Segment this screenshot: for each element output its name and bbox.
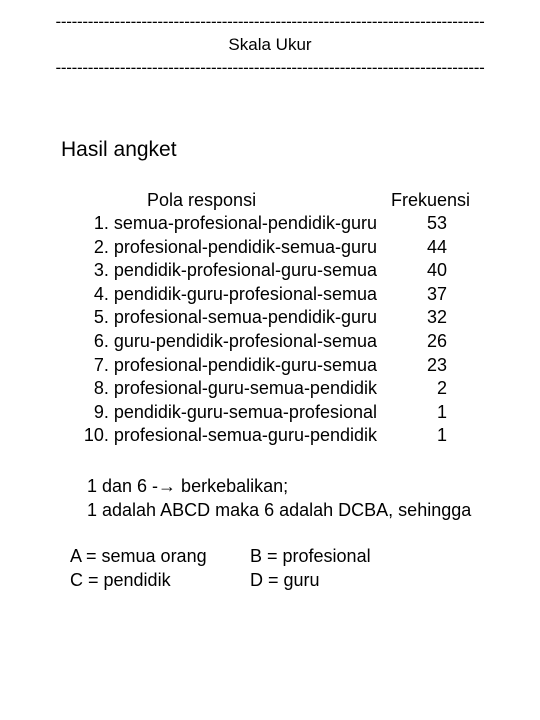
table-row [0,401,540,425]
bottom-dashed-rule: -------------------------------------------------------------------------------- [55,58,485,77]
table-row [0,330,540,354]
top-dashed-rule: -------------------------------------------------------------------------------- [55,12,485,31]
legend-item-b: B = profesional [250,546,371,566]
column-header-pattern: Pola responsi [147,190,257,210]
row-frequency: 32 [426,307,447,328]
section-heading: Hasil angket [61,138,177,161]
legend-item-a: A = semua orang [70,546,207,566]
row-pattern: 9. pendidik-guru-semua-profesional [93,401,377,422]
row-pattern: 10. profesional-semua-guru-pendidik [83,425,377,446]
slide-title: Skala Ukur [228,35,312,54]
row-pattern: 7. profesional-pendidik-guru-semua [93,354,377,375]
table-row [0,283,540,307]
response-pattern-table [0,212,540,448]
row-frequency: 37 [426,283,447,304]
table-row [0,259,540,283]
note-abcd-dcba: 1 adalah ABCD maka 6 adalah DCBA, sehingga [87,500,472,520]
row-frequency: 44 [426,236,447,257]
table-row [0,236,540,260]
row-frequency: 23 [426,354,447,375]
row-pattern: 8. profesional-guru-semua-pendidik [93,378,377,399]
row-pattern: 5. profesional-semua-pendidik-guru [93,307,377,328]
row-pattern: 1. semua-profesional-pendidik-guru [93,213,377,233]
legend-item-c: C = pendidik [70,570,171,590]
row-pattern: 3. pendidik-profesional-guru-semua [93,260,377,281]
table-row [0,354,540,378]
row-frequency: 53 [426,213,447,233]
note-inverse-relation: 1 dan 6 -→ berkebalikan; [87,476,289,496]
row-pattern: 2. profesional-pendidik-semua-guru [93,236,377,257]
table-row [0,377,540,401]
row-frequency: 1 [436,401,447,422]
column-header-frequency: Frekuensi [391,190,471,210]
table-row [0,424,540,448]
row-frequency: 1 [436,425,447,446]
row-frequency: 26 [426,330,447,351]
row-frequency: 2 [436,378,447,399]
legend-item-d: D = guru [250,570,320,590]
table-row [0,306,540,330]
table-row [0,212,540,236]
row-pattern: 6. guru-pendidik-profesional-semua [93,330,377,351]
row-frequency: 40 [426,260,447,281]
row-pattern: 4. pendidik-guru-profesional-semua [93,283,377,304]
